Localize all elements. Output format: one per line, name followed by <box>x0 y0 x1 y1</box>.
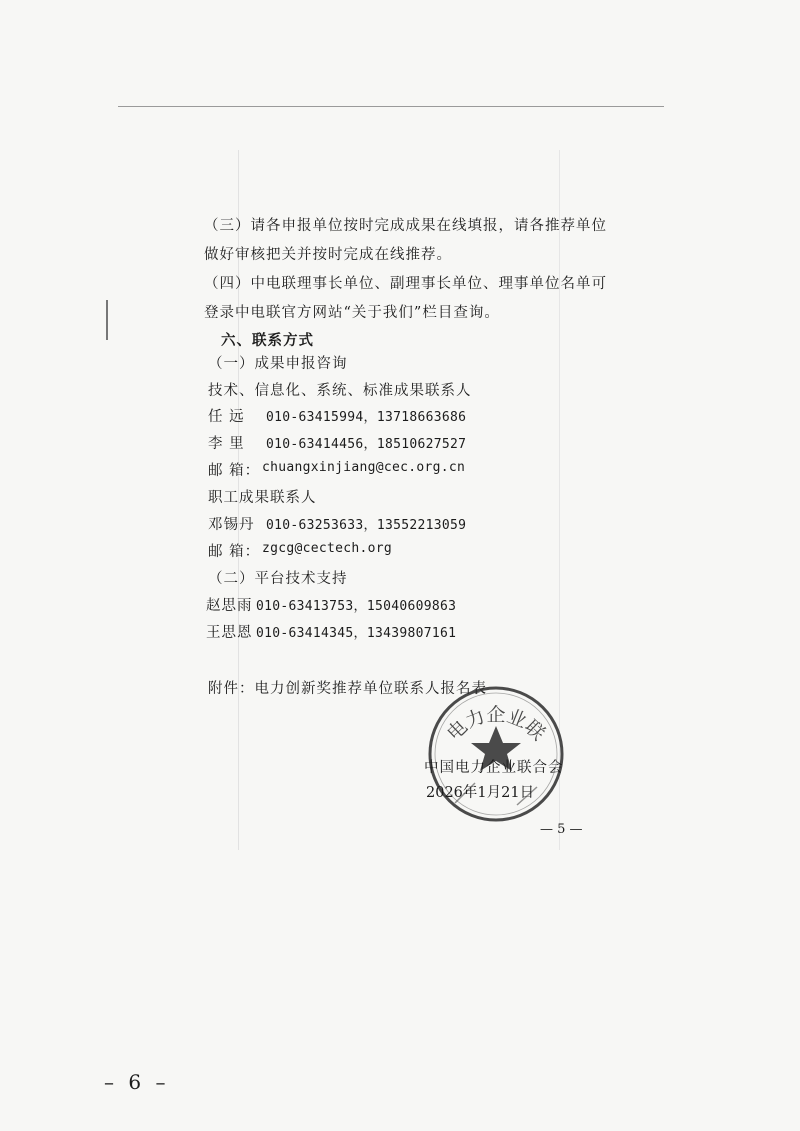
top-rule <box>118 106 664 107</box>
email-label: 邮 箱： <box>208 544 261 560</box>
email-label: 邮 箱： <box>208 463 261 479</box>
contact-name: 王思恩 <box>206 625 253 641</box>
contact-name: 李 里 <box>208 436 245 452</box>
contact-name: 任 远 <box>208 409 245 425</box>
support-heading: （二）平台技术支持 <box>208 571 348 587</box>
official-seal-icon <box>425 683 567 825</box>
scan-mark <box>106 300 108 340</box>
contact-phone: 010-63414456，18510627527 <box>266 437 467 452</box>
contact-name: 邓锡丹 <box>208 517 255 533</box>
consult-heading: （一）成果申报咨询 <box>208 356 348 372</box>
inner-page-number: — 5 — <box>540 822 583 837</box>
background-bleed-text <box>556 350 575 476</box>
page-number: – 6 – <box>104 1070 170 1094</box>
paragraph-3-line-1: （三）请各申报单位按时完成成果在线填报，请各推荐单位 <box>204 218 607 234</box>
seal-arc-text: 电力企业联 <box>442 703 550 745</box>
email-link[interactable]: chuangxinjiang@cec.org.cn <box>262 460 466 475</box>
paragraph-4-line-2: 登录中电联官方网站“关于我们”栏目查询。 <box>204 305 500 321</box>
contact-phone: 010-63414345，13439807161 <box>256 626 457 641</box>
paragraph-3-line-2: 做好审核把关并按时完成在线推荐。 <box>204 247 452 263</box>
issuer-name: 中国电力企业联合会 <box>424 760 564 776</box>
section-title: 六、联系方式 <box>221 332 314 349</box>
contact-phone: 010-63415994，13718663686 <box>266 410 467 425</box>
staff-heading: 职工成果联系人 <box>208 490 317 506</box>
contact-phone: 010-63413753，15040609863 <box>256 599 457 614</box>
paragraph-4-line-1: （四）中电联理事长单位、副理事长单位、理事单位名单可 <box>204 276 607 292</box>
contact-phone: 010-63253633，13552213059 <box>266 518 467 533</box>
issue-date: 2026年1月21日 <box>426 785 535 801</box>
attachment-note: 附件：电力创新奖推荐单位联系人报名表 <box>208 681 487 697</box>
email-link[interactable]: zgcg@cectech.org <box>262 541 393 556</box>
contact-name: 赵思雨 <box>206 598 253 614</box>
consult-subheading: 技术、信息化、系统、标准成果联系人 <box>208 383 472 399</box>
